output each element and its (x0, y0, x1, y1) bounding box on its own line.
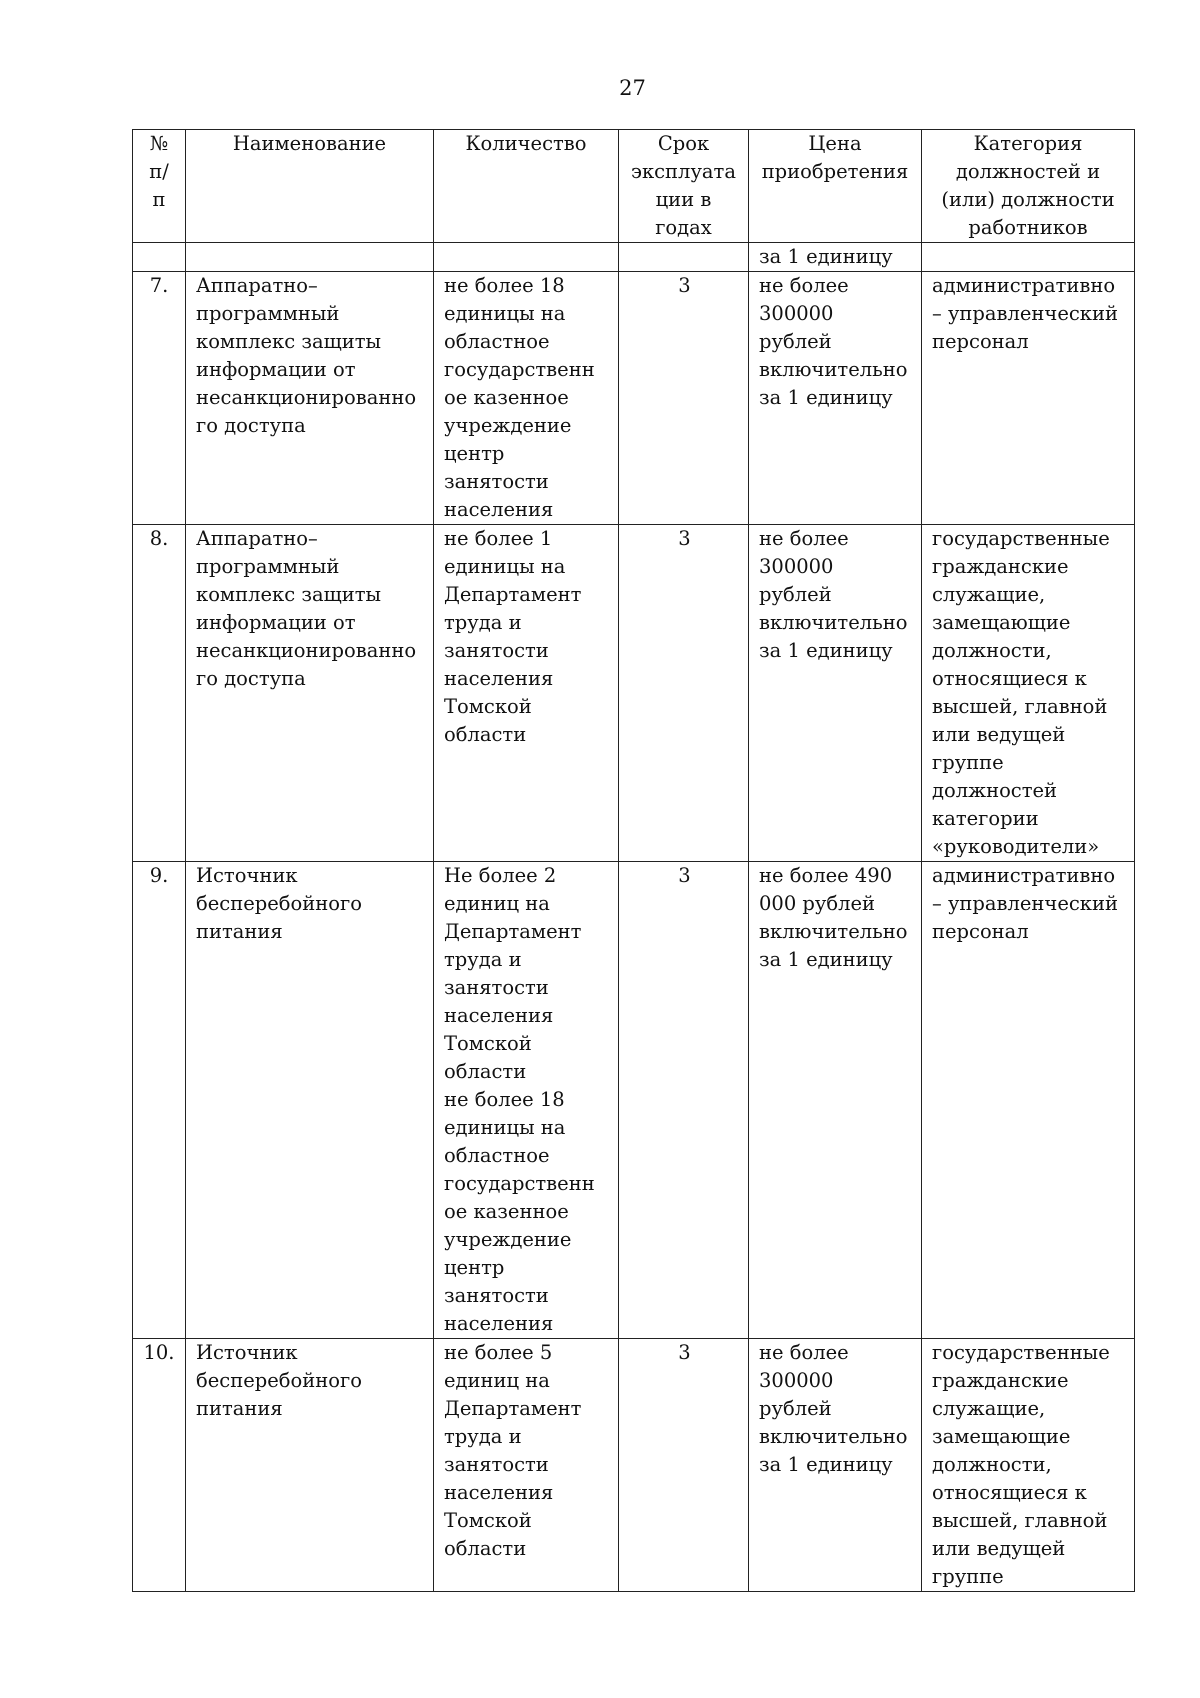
header-name: Наименование (186, 130, 434, 243)
cell-term: 3 (619, 272, 749, 525)
cell-name: Источник бесперебойного питания (186, 862, 434, 1339)
page-number: 27 (619, 76, 646, 100)
cell-category: административно – управленческий персонал (922, 862, 1135, 1339)
table-row (133, 862, 1135, 1339)
cell-quantity: не более 1 единицы на Департамент труда и занятости населения Томской области (434, 525, 619, 862)
table-row (133, 525, 1135, 862)
cell-price: за 1 единицу (749, 243, 922, 272)
cell-price: не более 490 000 рублей включительно за 1 единицу (749, 862, 922, 1339)
header-price: Цена приобретения (749, 130, 922, 243)
cell-quantity (434, 243, 619, 272)
cell-num: 7. (133, 272, 186, 525)
equipment-table (132, 129, 1135, 1592)
cell-quantity: не более 18 единицы на областное государственн ое казенное учреждение центр занятости населения (434, 272, 619, 525)
cell-name: Аппаратно– программный комплекс защиты информации от несанкционированно го доступа (186, 272, 434, 525)
cell-num: 10. (133, 1339, 186, 1592)
table-row (133, 272, 1135, 525)
cell-category: административно – управленческий персонал (922, 272, 1135, 525)
cell-term: 3 (619, 1339, 749, 1592)
cell-term (619, 243, 749, 272)
cell-category (922, 243, 1135, 272)
table-row (133, 1339, 1135, 1592)
cell-name: Источник бесперебойного питания (186, 1339, 434, 1592)
cell-num: 9. (133, 862, 186, 1339)
cell-name (186, 243, 434, 272)
cell-price: не более 300000 рублей включительно за 1 единицу (749, 525, 922, 862)
cell-category: государственные гражданские служащие, замещающие должности, относящиеся к высшей, главной или ведущей группе должностей категории «руководители» (922, 525, 1135, 862)
header-category: Категория должностей и (или) должности работников (922, 130, 1135, 243)
header-num: № п/ п (133, 130, 186, 243)
continuation-row (133, 243, 1135, 272)
cell-quantity: не более 5 единиц на Департамент труда и занятости населения Томской области (434, 1339, 619, 1592)
cell-category: государственные гражданские служащие, замещающие должности, относящиеся к высшей, главной или ведущей группе (922, 1339, 1135, 1592)
cell-num (133, 243, 186, 272)
header-term: Срок эксплуата ции в годах (619, 130, 749, 243)
header-quantity: Количество (434, 130, 619, 243)
table-header-row (133, 130, 1135, 243)
cell-quantity: Не более 2 единиц на Департамент труда и занятости населения Томской области не более 18 единицы на областное государственн ое казенное учреждение центр занятости населения (434, 862, 619, 1339)
cell-num: 8. (133, 525, 186, 862)
cell-term: 3 (619, 862, 749, 1339)
cell-term: 3 (619, 525, 749, 862)
cell-price: не более 300000 рублей включительно за 1 единицу (749, 1339, 922, 1592)
cell-price: не более 300000 рублей включительно за 1 единицу (749, 272, 922, 525)
cell-name: Аппаратно– программный комплекс защиты информации от несанкционированно го доступа (186, 525, 434, 862)
